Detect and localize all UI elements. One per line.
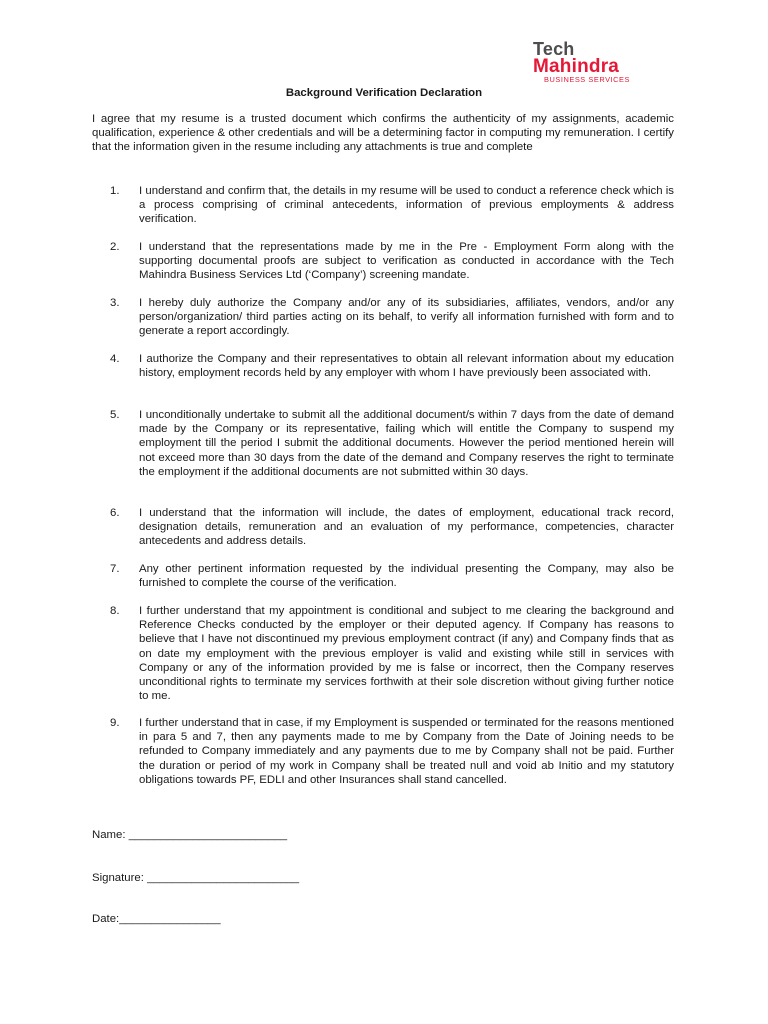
date-field[interactable]: Date:________________: [92, 913, 221, 925]
item-number: 6.: [110, 507, 120, 519]
declaration-item-9: [110, 716, 674, 787]
item-text: I authorize the Company and their representatives to obtain all relevant information about my education history, employment records held by any employer with whom I have previously been associated with.: [139, 353, 674, 380]
item-text: I understand and confirm that, the details in my resume will be used to conduct a reference check which is a process comprising of criminal antecedents, information of previous employments & address verification.: [139, 185, 674, 226]
document-title: Background Verification Declaration: [285, 87, 483, 99]
item-text: I understand that the information will include, the dates of employment, educational track record, designation details, remuneration and an evaluation of my performance, competencies, character antecedents and address details.: [139, 507, 674, 548]
logo-word-tech: Tech: [533, 39, 575, 59]
name-field[interactable]: Name: _________________________: [92, 829, 288, 841]
item-text: Any other pertinent information requested by the individual presenting the Company, may also be furnished to complete the course of the verification.: [139, 563, 674, 590]
logo-word-mahindra: Mahindra: [533, 56, 620, 77]
item-text: I understand that the representations made by me in the Pre - Employment Form along with the supporting documental proofs are subject to verification as conducted in accordance with the Tech Mahindra Business Services Ltd (‘Company’) screening mandate.: [139, 241, 674, 282]
company-logo: [533, 41, 663, 83]
declaration-item-7: [110, 562, 674, 590]
declaration-item-4: [110, 352, 674, 380]
item-number: 1.: [110, 185, 120, 197]
item-number: 8.: [110, 605, 120, 617]
signature-field[interactable]: Signature: ________________________: [92, 872, 300, 884]
logo-tagline: BUSINESS SERVICES: [544, 75, 631, 84]
item-number: 7.: [110, 563, 120, 575]
declaration-item-3: [110, 296, 674, 339]
item-number: 4.: [110, 353, 120, 365]
item-number: 3.: [110, 297, 120, 309]
declaration-item-1: [110, 184, 674, 227]
item-text: I unconditionally undertake to submit all the additional document/s within 7 days from the date of demand made by the Company or its representative, failing which will entitle the Company to suspend my employment till the period I submit the additional documents. However the period mentioned herein will not exceed more than 30 days from the date of the demand and Company reserves the right to terminate the employment if the additional documents are not submitted within 30 days.: [139, 409, 674, 478]
item-number: 2.: [110, 241, 120, 253]
item-number: 9.: [110, 717, 120, 729]
declaration-item-5: [110, 408, 674, 479]
item-text: I further understand that my appointment is conditional and subject to me clearing the background and Reference Checks conducted by the employer or their deputed agency. If Company has reasons to believe that I have not discontinued my previous employment contract (if any) and Company finds that as on date my employment with the previous employer is valid and existing while still in services with Company or any of the information provided by me is false or incorrect, then the Company reserves unconditional rights to terminate my services forthwith at their sole discretion without giving further notice to me.: [139, 605, 674, 703]
item-text: I further understand that in case, if my Employment is suspended or terminated for the reasons mentioned in para 5 and 7, then any payments made to me by Company from the Date of Joining needs to be refunded to Company immediately and any payments due to me by Company shall not be paid. Further the duration or period of my work in Company shall be treated null and void ab Initio and my statutory obligations towards PF, EDLI and other Insurances shall stand cancelled.: [139, 717, 674, 786]
intro-paragraph: I agree that my resume is a trusted document which confirms the authenticity of my assignments, academic qualification, experience & other credentials and will be a determining factor in computing my remuneration. I certify that the information given in the resume including any attachments is true and complete: [92, 113, 674, 154]
declaration-item-8: [110, 604, 674, 703]
declaration-item-6: [110, 506, 674, 549]
item-text: I hereby duly authorize the Company and/or any of its subsidiaries, affiliates, vendors, and/or any person/organization/ third parties acting on its behalf, to verify all information furnished with form and to generate a report accordingly.: [139, 297, 674, 338]
item-number: 5.: [110, 409, 120, 421]
declaration-item-2: [110, 240, 674, 283]
